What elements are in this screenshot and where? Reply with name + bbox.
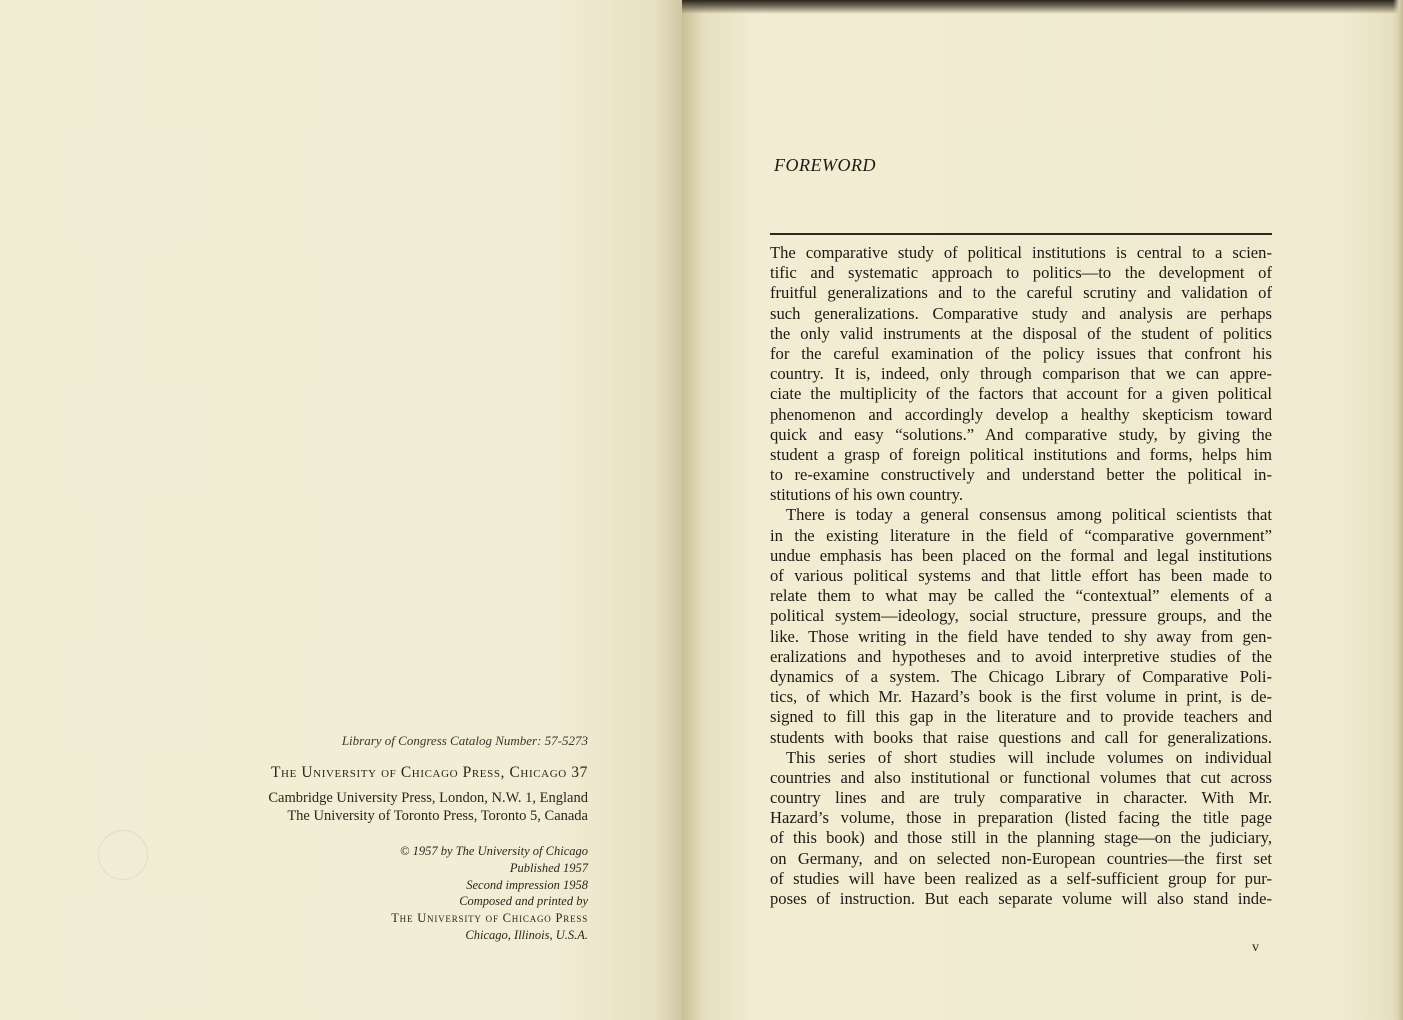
text-line: student a grasp of foreign political institutions and forms, helps him: [770, 444, 1272, 464]
copyright-line: © 1957 by The University of Chicago: [400, 844, 588, 858]
text-line: signed to fill this gap in the literature and to provide teachers and: [770, 707, 1272, 727]
text-line: on Germany, and on selected non-European countries—the first set: [770, 848, 1272, 868]
text-line: like. Those writing in the field have tended to shy away from gen-: [770, 626, 1272, 646]
colophon-line: Chicago, Illinois, U.S.A.: [465, 928, 588, 942]
page-number: v: [1252, 940, 1259, 955]
text-line: dynamics of a system. The Chicago Library of Comparative Poli-: [770, 666, 1272, 686]
text-line: country. It is, indeed, only through comparison that we can appre-: [770, 364, 1272, 384]
text-line: eralizations and hypotheses and to avoid interpretive studies of the: [770, 646, 1272, 666]
text-line: countries and also institutional or functional volumes that cut across: [770, 767, 1272, 787]
text-line: of studies will have been realized as a self-sufficient group for pur-: [770, 868, 1272, 888]
page-edge: [1393, 0, 1403, 1020]
heading-rule: [770, 233, 1272, 235]
text-line: Hazard’s volume, those in preparation (listed facing the title page: [770, 808, 1272, 828]
text-line: of various political systems and that little effort has been made to: [770, 566, 1272, 585]
embossed-seal-icon: [98, 830, 148, 880]
text-line: in the existing literature in the field of “comparative government”: [770, 525, 1272, 545]
text-line: of this book) and those still in the planning stage—on the judiciary,: [770, 828, 1272, 848]
colophon-line: Second impression 1958: [466, 878, 588, 892]
text-line: for the careful examination of the policy issues that confront his: [770, 343, 1272, 363]
text-line: students with books that raise questions and call for generalizations.: [770, 727, 1272, 747]
text-line: undue emphasis has been placed on the formal and legal institutions: [770, 545, 1272, 565]
publisher-name: The University of Chicago Press, Chicago 37: [270, 764, 588, 781]
text-line: such generalizations. Comparative study and analysis are perhaps: [770, 303, 1272, 323]
text-line: fruitful generalizations and to the careful scrutiny and validation of: [770, 283, 1272, 303]
text-line: country lines and are truly comparative in character. With Mr.: [770, 788, 1272, 808]
text-line: The comparative study of political institutions is central to a scien-: [770, 243, 1272, 262]
catalog-number: Library of Congress Catalog Number: 57-5273: [341, 733, 588, 748]
foreword-body: [770, 243, 1272, 909]
text-line: There is today a general consensus among political scientists that: [786, 505, 1272, 525]
text-line: ciate the multiplicity of the factors that account for a given political: [770, 384, 1272, 404]
text-line: political system—ideology, social structure, pressure groups, and the: [770, 606, 1272, 626]
text-line: stitutions of his own country.: [770, 485, 963, 505]
page-top-shadow: [682, 0, 1403, 14]
text-line: phenomenon and accordingly develop a healthy skepticism toward: [770, 404, 1272, 424]
text-line: to re-examine constructively and understand better the political in-: [770, 465, 1272, 485]
publisher-line: [200, 764, 588, 782]
text-line: quick and easy “solutions.” And comparative study, by giving the: [770, 424, 1272, 444]
foreword-heading: FOREWORD: [774, 155, 876, 175]
press-line: Cambridge University Press, London, N.W. 1, England: [268, 790, 588, 806]
text-line: the only valid instruments at the disposal of the student of politics: [770, 323, 1272, 343]
text-line: poses of instruction. But each separate volume will also stand inde-: [770, 889, 1272, 908]
text-line: tific and systematic approach to politics—to the development of: [770, 263, 1272, 283]
text-line: This series of short studies will include volumes on individual: [786, 747, 1272, 767]
text-line: tics, of which Mr. Hazard’s book is the first volume in print, is de-: [770, 687, 1272, 707]
press-line: The University of Toronto Press, Toronto 5, Canada: [287, 808, 588, 824]
text-line: relate them to what may be called the “contextual” elements of a: [770, 586, 1272, 606]
colophon-line: Published 1957: [509, 861, 588, 875]
colophon-printer: The University of Chicago Press: [391, 911, 588, 925]
colophon-line: Composed and printed by: [459, 894, 588, 908]
